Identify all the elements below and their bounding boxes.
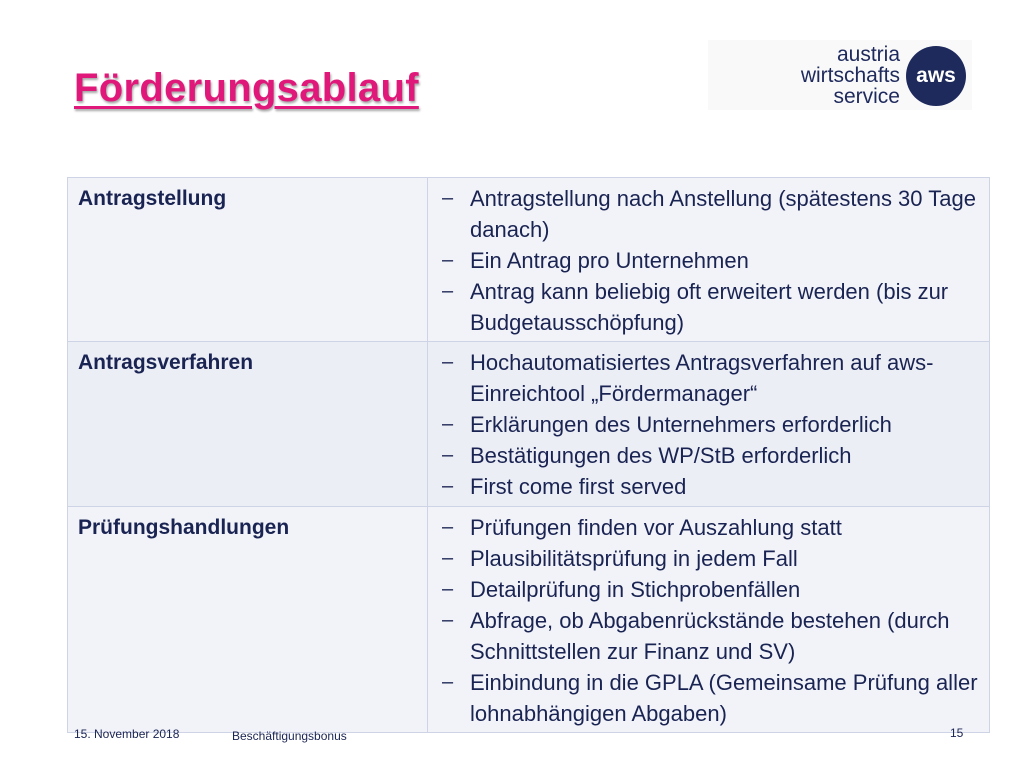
table-row xyxy=(68,178,989,341)
list-item: – Antragstellung nach Anstellung (spätestens 30 Tage danach) xyxy=(440,183,981,245)
dash-bullet-icon: – xyxy=(442,187,454,209)
list-item: – First come first served xyxy=(440,471,981,502)
logo-line-1: austria xyxy=(836,43,900,66)
slide-title: Förderungsablauf xyxy=(74,66,419,110)
bullet-list xyxy=(440,183,981,338)
list-item: – Ein Antrag pro Unternehmen xyxy=(440,245,981,276)
process-table xyxy=(67,177,990,733)
dash-bullet-icon: – xyxy=(442,444,454,466)
row-label: Antragsverfahren xyxy=(68,342,428,506)
logo-wordmark xyxy=(801,44,900,107)
table-row xyxy=(68,341,989,506)
row-items xyxy=(428,178,989,341)
row-label: Prüfungshandlungen xyxy=(68,507,428,732)
row-items xyxy=(428,342,989,506)
logo-badge: aws xyxy=(906,46,966,106)
row-items xyxy=(428,507,989,732)
dash-bullet-icon: – xyxy=(442,671,454,693)
footer-date: 15. November 2018 xyxy=(74,727,180,741)
list-item: – Antrag kann beliebig oft erweitert werden (bis zur Budgetausschöpfung) xyxy=(440,276,981,338)
dash-bullet-icon: – xyxy=(442,609,454,631)
table-row xyxy=(68,506,989,732)
list-item: – Erklärungen des Unternehmers erforderlich xyxy=(440,409,981,440)
list-item: – Bestätigungen des WP/StB erforderlich xyxy=(440,440,981,471)
list-item: – Prüfungen finden vor Auszahlung statt xyxy=(440,512,981,543)
dash-bullet-icon: – xyxy=(442,516,454,538)
aws-logo xyxy=(708,40,972,110)
bullet-list xyxy=(440,347,981,502)
page-number: 15 xyxy=(950,726,964,740)
list-item: – Hochautomatisiertes Antragsverfahren auf aws-Einreichtool „Fördermanager“ xyxy=(440,347,981,409)
list-item: – Einbindung in die GPLA (Gemeinsame Prüfung aller lohnabhängigen Abgaben) xyxy=(440,667,981,729)
list-item: – Detailprüfung in Stichprobenfällen xyxy=(440,574,981,605)
list-item: – Plausibilitätsprüfung in jedem Fall xyxy=(440,543,981,574)
dash-bullet-icon: – xyxy=(442,475,454,497)
dash-bullet-icon: – xyxy=(442,547,454,569)
logo-line-2: wirtschafts xyxy=(800,64,900,87)
logo-line-3: service xyxy=(833,85,900,108)
dash-bullet-icon: – xyxy=(442,578,454,600)
dash-bullet-icon: – xyxy=(442,249,454,271)
footer-topic: Beschäftigungsbonus xyxy=(232,729,347,743)
dash-bullet-icon: – xyxy=(442,351,454,373)
bullet-list xyxy=(440,512,981,729)
dash-bullet-icon: – xyxy=(442,280,454,302)
row-label: Antragstellung xyxy=(68,178,428,341)
dash-bullet-icon: – xyxy=(442,413,454,435)
list-item: – Abfrage, ob Abgabenrückstände bestehen (durch Schnittstellen zur Finanz und SV) xyxy=(440,605,981,667)
